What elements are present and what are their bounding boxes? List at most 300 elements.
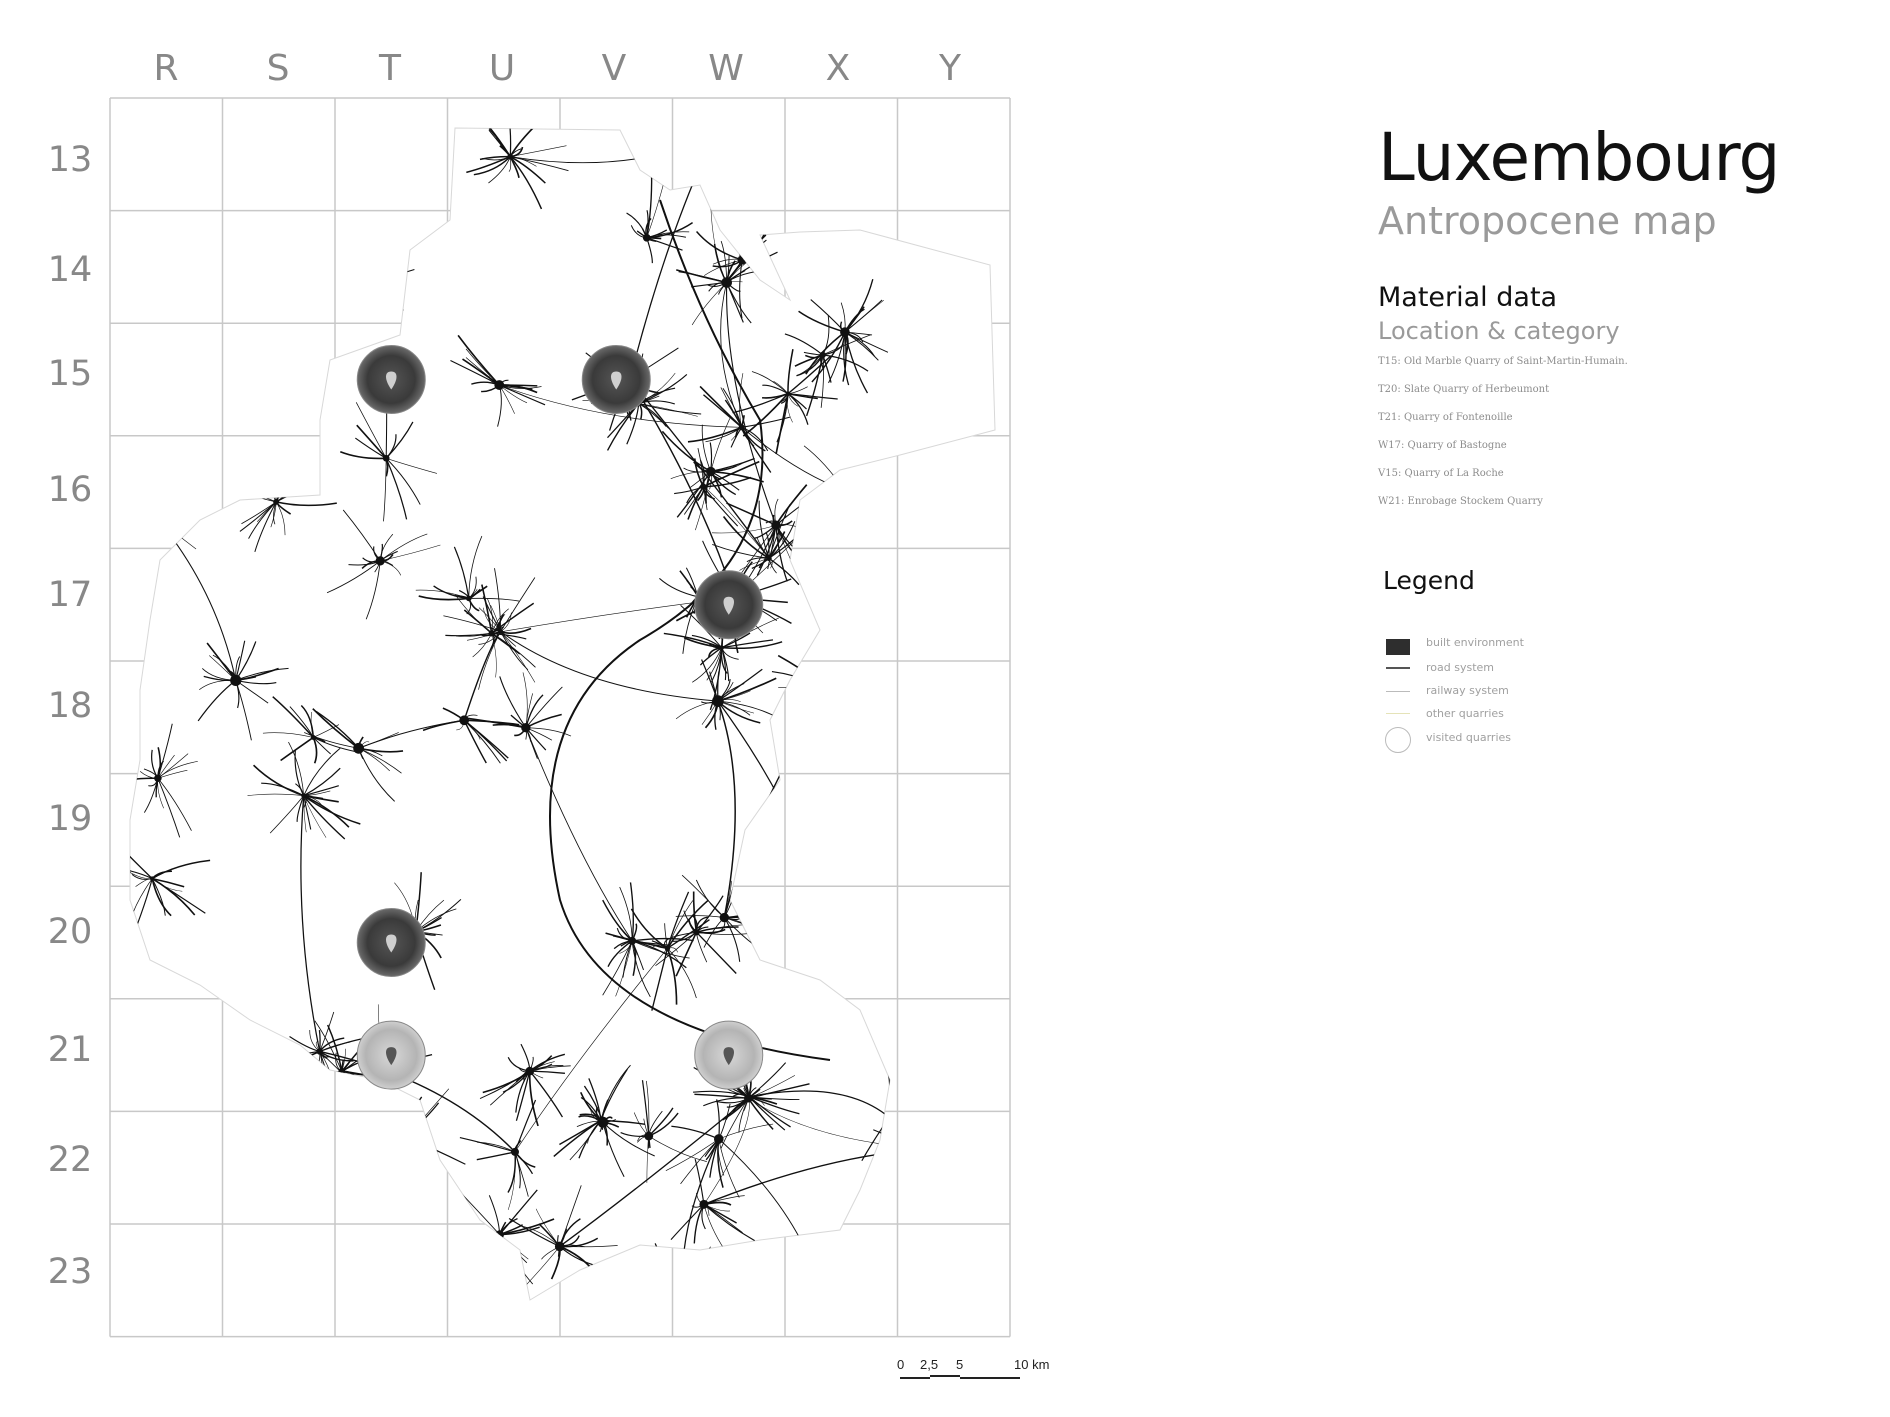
road [930, 1131, 934, 1149]
road [832, 932, 853, 957]
road [215, 392, 237, 415]
road [996, 692, 1040, 707]
road [985, 707, 996, 720]
road [742, 204, 747, 260]
road [324, 282, 356, 286]
built-area [383, 455, 390, 462]
road [357, 285, 404, 310]
legend-label-road: road system [1426, 661, 1494, 674]
road [203, 1223, 214, 1235]
road [823, 1277, 836, 1297]
road [831, 675, 856, 691]
scale-segment-1 [900, 1377, 930, 1379]
built-area [338, 1068, 345, 1075]
road [259, 1163, 289, 1179]
road [311, 1071, 342, 1077]
road [844, 482, 895, 490]
road [214, 1223, 228, 1255]
road [831, 691, 845, 724]
map-subtitle: Antropocene map [1378, 199, 1717, 243]
road [822, 1275, 827, 1297]
built-area [914, 838, 925, 849]
road [912, 1149, 930, 1198]
built-area [709, 132, 717, 140]
built-area [555, 1242, 565, 1252]
road [930, 1144, 954, 1149]
road [919, 803, 928, 843]
road [228, 1163, 288, 1169]
row-label-16: 16 [47, 470, 93, 510]
quarry-item-v15: V15: Quarry of La Roche [1378, 468, 1504, 479]
built-area [210, 410, 220, 420]
road [832, 932, 862, 936]
road [930, 1120, 976, 1148]
road [215, 404, 225, 414]
built-area [972, 672, 982, 682]
road [158, 395, 216, 415]
road [190, 1223, 214, 1236]
road [181, 1176, 215, 1223]
railway-system-swatch [1386, 691, 1410, 692]
road [215, 415, 253, 436]
road [706, 121, 714, 136]
built-area [210, 1219, 218, 1227]
road [844, 490, 884, 512]
built-area [644, 1132, 653, 1141]
road [831, 690, 870, 691]
road [831, 664, 885, 691]
road [655, 136, 714, 160]
road [404, 137, 449, 160]
road [832, 892, 876, 933]
built-area [401, 134, 407, 140]
road [467, 1235, 500, 1263]
quarry-list [1378, 356, 1628, 524]
road [205, 1223, 214, 1242]
road [832, 904, 844, 932]
road [949, 677, 976, 703]
road [714, 110, 744, 136]
road [404, 137, 437, 169]
road [844, 490, 857, 500]
material-heading: Material data [1378, 282, 1558, 313]
built-area [142, 502, 153, 513]
road [968, 663, 977, 677]
row-label-22: 22 [47, 1140, 93, 1180]
road [977, 677, 994, 679]
road [684, 1283, 721, 1295]
road [909, 843, 920, 857]
road [964, 655, 996, 706]
road [889, 1117, 895, 1130]
road [148, 507, 161, 543]
road [714, 107, 739, 137]
road [844, 490, 876, 505]
material-subheading: Location & category [1378, 317, 1620, 345]
road [714, 122, 740, 136]
road [919, 1128, 930, 1149]
road [148, 492, 202, 507]
road [357, 285, 373, 310]
built-area [230, 675, 241, 686]
road [714, 127, 722, 136]
legend-label-built: built environment [1426, 636, 1524, 649]
road [288, 1133, 293, 1163]
road [814, 691, 831, 745]
road [482, 1235, 499, 1295]
quarry-item-t21: T21: Quarry of Fontenoille [1378, 412, 1513, 423]
road [288, 1153, 290, 1164]
road [950, 677, 976, 686]
road [919, 820, 941, 844]
road [996, 706, 1042, 708]
built-area [521, 723, 530, 732]
road [828, 932, 832, 942]
road [404, 130, 412, 137]
road [977, 652, 988, 677]
road [889, 1117, 898, 1135]
road [214, 1223, 255, 1267]
column-label-x: X [825, 48, 851, 89]
road [281, 1151, 289, 1163]
road [214, 1214, 239, 1223]
road [977, 677, 1021, 696]
row-label-14: 14 [47, 250, 93, 290]
road [977, 623, 990, 677]
road [844, 490, 855, 493]
road [147, 482, 153, 507]
road [148, 505, 159, 509]
road [215, 415, 219, 452]
road [334, 285, 356, 344]
road [404, 89, 431, 137]
quarry-marker-v15 [582, 346, 650, 414]
road [889, 1055, 901, 1117]
road [814, 921, 832, 932]
road [714, 136, 746, 161]
visited-quarries-swatch [1385, 727, 1411, 753]
road [832, 898, 838, 932]
road [805, 691, 831, 736]
road [821, 932, 832, 950]
road [406, 1137, 408, 1177]
road [977, 621, 1007, 677]
province-outline [130, 128, 995, 1300]
road [977, 677, 1009, 715]
road [369, 1132, 406, 1137]
quarry-marker-w17 [695, 571, 763, 639]
road [684, 1247, 711, 1295]
road [289, 1163, 323, 1182]
road [289, 1163, 296, 1177]
road [938, 677, 977, 708]
built-area [466, 596, 472, 602]
road [148, 507, 150, 543]
road [959, 677, 977, 684]
built-area [376, 556, 385, 565]
road [406, 1124, 409, 1137]
road [901, 831, 920, 843]
road [805, 691, 831, 700]
road [289, 1122, 309, 1164]
built-area [885, 1113, 894, 1122]
row-label-19: 19 [47, 799, 93, 839]
road [404, 124, 436, 137]
road [404, 137, 433, 142]
road [381, 137, 404, 188]
road [289, 1148, 319, 1164]
road [929, 1129, 934, 1149]
road [977, 677, 983, 692]
row-label-15: 15 [47, 354, 93, 394]
road [212, 367, 216, 415]
road [871, 843, 919, 852]
row-label-20: 20 [47, 912, 93, 952]
road [994, 707, 996, 719]
built-area [525, 1067, 534, 1076]
road [831, 654, 842, 691]
road [713, 74, 716, 137]
road [714, 136, 737, 137]
road [404, 137, 421, 179]
road [804, 1293, 823, 1297]
road [335, 285, 356, 305]
road [996, 707, 1014, 721]
road [711, 136, 715, 154]
road [763, 1281, 823, 1297]
road [476, 1235, 500, 1238]
road [381, 137, 405, 153]
road [389, 120, 404, 136]
road [404, 117, 443, 137]
built-environment-swatch [1386, 639, 1410, 655]
column-label-y: Y [939, 48, 961, 89]
road [917, 665, 977, 677]
road [985, 707, 996, 750]
road [148, 493, 207, 507]
road [789, 932, 832, 965]
road [197, 402, 215, 414]
road [357, 285, 386, 304]
road [886, 836, 919, 843]
row-label-17: 17 [47, 575, 93, 615]
road [357, 258, 360, 285]
title-block [1378, 119, 1780, 243]
other-quarries-swatch [1386, 713, 1410, 714]
scale-segment-2 [930, 1375, 960, 1377]
built-area [401, 1132, 411, 1142]
road [192, 389, 215, 415]
scale-segment-3 [960, 1377, 1020, 1379]
road [977, 677, 992, 721]
road [802, 691, 830, 734]
road [977, 675, 1011, 678]
road [289, 1163, 345, 1172]
road [844, 480, 854, 491]
built-area [285, 1159, 293, 1167]
road [658, 1295, 684, 1313]
road [818, 688, 831, 691]
road [807, 1246, 823, 1297]
road [907, 1145, 930, 1149]
legend-heading: Legend [1383, 566, 1475, 595]
road [684, 1295, 694, 1354]
built-area [682, 1293, 687, 1298]
road [387, 122, 404, 136]
road [812, 490, 844, 510]
road [832, 922, 847, 932]
road [285, 1163, 288, 1181]
road [977, 677, 1014, 684]
column-label-r: R [153, 48, 179, 89]
road [823, 1297, 836, 1346]
road [214, 1200, 216, 1223]
road [387, 92, 404, 137]
road [889, 1096, 927, 1117]
road [831, 691, 837, 707]
legend-label-railway: railway system [1426, 684, 1509, 697]
road [684, 1281, 731, 1295]
road [199, 1221, 214, 1223]
road [289, 1144, 319, 1164]
road [742, 228, 767, 260]
road [828, 932, 832, 952]
road [146, 452, 148, 507]
map-title: Luxembourg [1378, 119, 1780, 196]
road [834, 487, 845, 490]
road [655, 1266, 684, 1295]
road [844, 490, 851, 538]
quarry-item-w17: W17: Quarry of Bastogne [1378, 440, 1507, 451]
road [830, 910, 833, 932]
built-area [928, 1147, 932, 1151]
quarry-marker-w21 [695, 1021, 763, 1089]
road [873, 1130, 930, 1149]
road [289, 1163, 310, 1172]
road [345, 137, 404, 146]
road [714, 136, 761, 175]
road [823, 1293, 838, 1297]
road [435, 1229, 499, 1235]
column-label-s: S [266, 48, 290, 89]
road [823, 1282, 845, 1297]
road [919, 843, 933, 889]
quarry-item-w21: W21: Enrobage Stockem Quarry [1378, 496, 1543, 507]
column-label-u: U [488, 48, 516, 89]
scale-label-5: 5 [956, 1357, 964, 1372]
column-label-w: W [708, 48, 744, 89]
road [883, 1117, 890, 1160]
road [919, 838, 958, 843]
built-area [839, 485, 849, 495]
column-label-t: T [379, 48, 401, 89]
road [369, 137, 404, 166]
road [147, 507, 154, 536]
road [844, 490, 852, 522]
road [684, 1254, 717, 1295]
road [818, 1297, 823, 1308]
road [831, 654, 874, 691]
built-area [992, 702, 1001, 711]
scale-label-10-km: 10 km [1014, 1357, 1050, 1372]
road [823, 1255, 834, 1297]
road [368, 137, 404, 164]
road [166, 415, 215, 442]
road [996, 707, 1038, 727]
road [205, 1215, 214, 1223]
built-area [150, 876, 154, 880]
quarry-item-t15: T15: Old Marble Quarry of Saint-Martin-Humain. [1378, 356, 1628, 367]
road [404, 137, 432, 145]
road [919, 830, 925, 843]
road [128, 500, 147, 507]
road [287, 1051, 320, 1065]
road [871, 830, 919, 843]
road [393, 137, 404, 158]
built-area [830, 930, 834, 934]
road [206, 1223, 214, 1247]
road [383, 1134, 407, 1137]
road [930, 1138, 951, 1149]
road [274, 459, 276, 502]
built-area [828, 688, 833, 693]
road [977, 654, 997, 677]
road [962, 677, 976, 709]
road [362, 1137, 406, 1180]
row-label-23: 23 [47, 1252, 93, 1292]
road [133, 507, 148, 543]
road [375, 137, 405, 181]
road [832, 905, 858, 932]
road [192, 415, 215, 448]
legend-label-other: other quarries [1426, 707, 1504, 720]
road [357, 238, 368, 286]
road [822, 920, 832, 932]
province-shape [130, 128, 995, 1300]
road [902, 843, 919, 884]
road [774, 1295, 823, 1297]
road [485, 1235, 500, 1256]
quarry-marker-t20 [357, 909, 425, 977]
road [404, 137, 421, 142]
quarry-marker-t15 [357, 346, 425, 414]
road [919, 820, 968, 843]
road [357, 285, 372, 339]
road [955, 636, 977, 677]
legend-label-visited: visited quarries [1426, 731, 1512, 744]
road [823, 1292, 833, 1297]
road [118, 503, 148, 507]
road [332, 285, 357, 305]
road [823, 1297, 832, 1310]
road [977, 677, 985, 683]
built-area [820, 1294, 826, 1300]
road [902, 843, 919, 856]
road [792, 691, 831, 714]
road [987, 679, 996, 707]
road [121, 503, 148, 507]
quarry-item-t20: T20: Slate Quarry of Herbeumont [1378, 384, 1550, 395]
road [207, 1191, 214, 1223]
road [973, 707, 996, 756]
road [214, 1223, 221, 1246]
built-area [706, 467, 716, 477]
road [882, 834, 920, 844]
road [334, 239, 357, 286]
road [823, 1268, 863, 1297]
road [714, 136, 758, 143]
road [320, 285, 356, 290]
